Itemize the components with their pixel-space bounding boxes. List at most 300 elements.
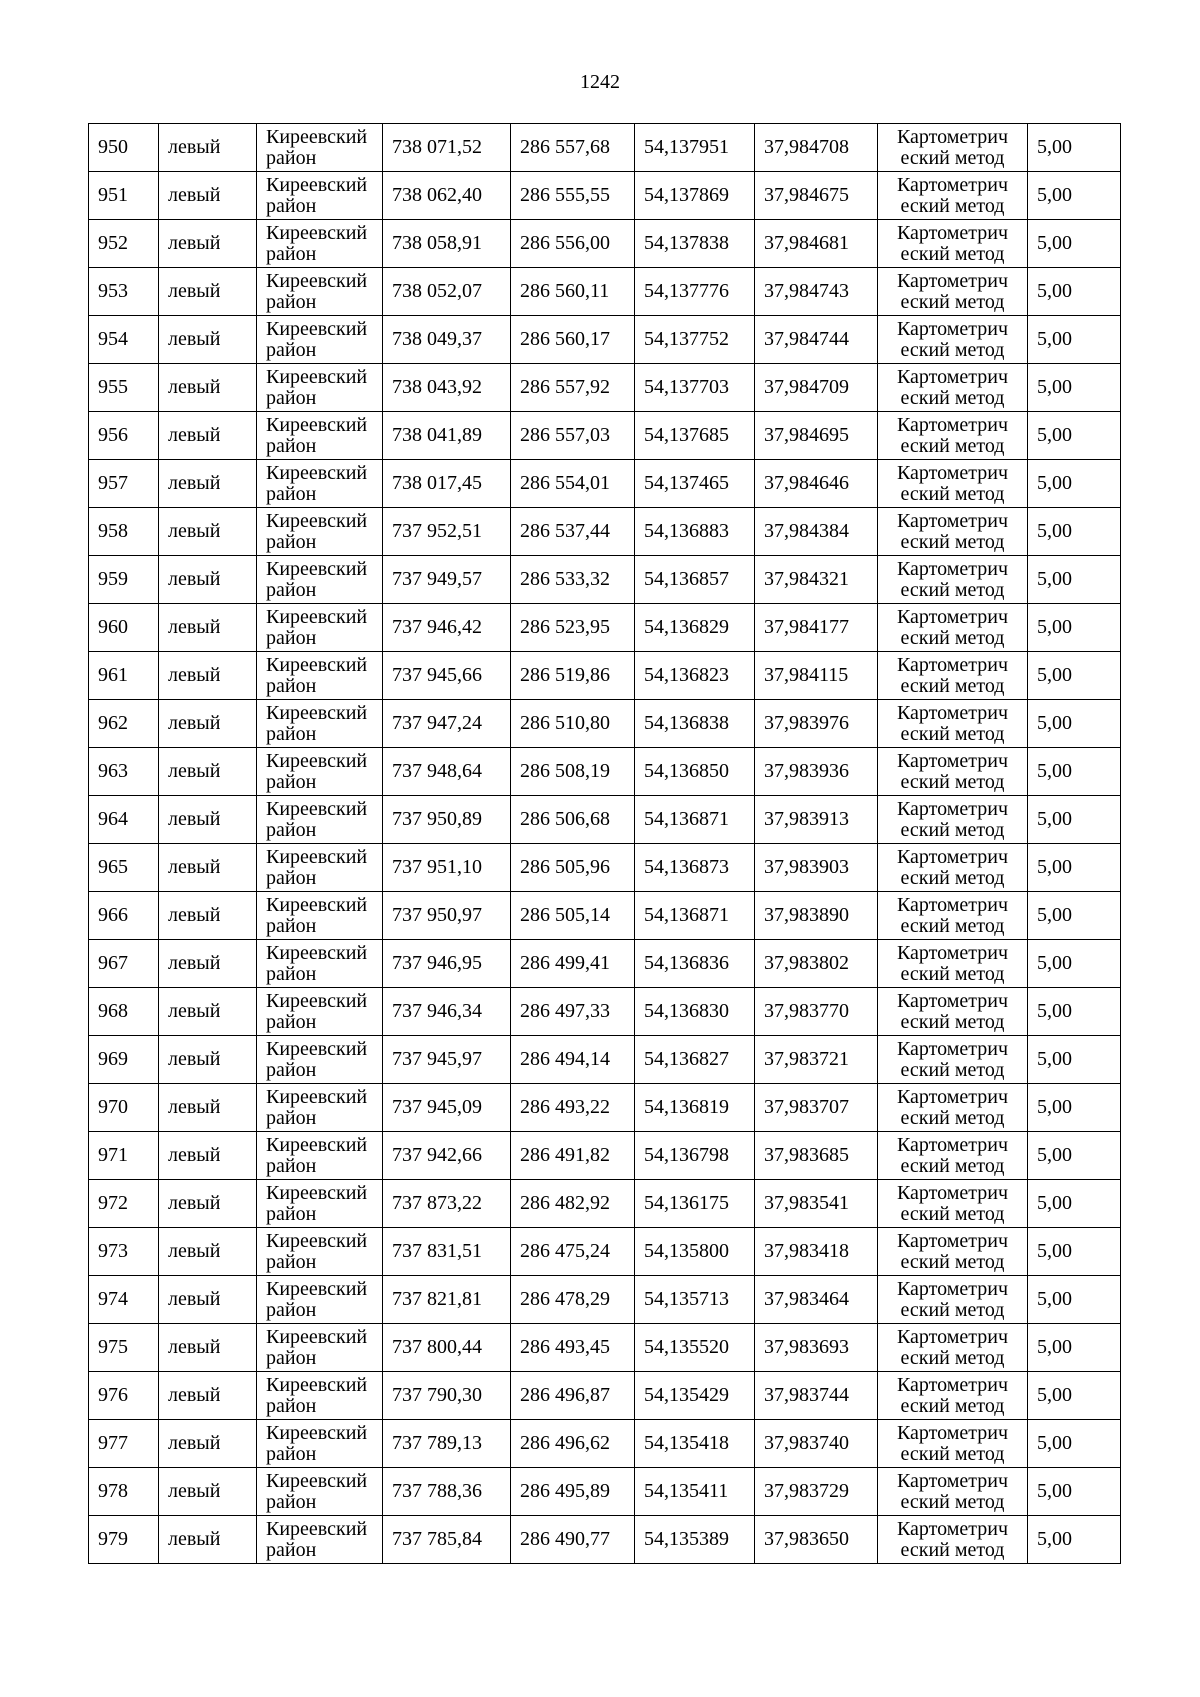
district-cell-line: Киреевский xyxy=(266,797,368,820)
district-cell-line: Киреевский xyxy=(266,1373,368,1396)
district-cell-line: район xyxy=(266,1394,317,1417)
point-number-cell: 970 xyxy=(89,1084,159,1132)
accuracy-cell: 5,00 xyxy=(1028,412,1121,460)
bank-side-cell: левый xyxy=(159,556,257,604)
method-cell-line: еский метод xyxy=(900,962,1005,985)
longitude-cell: 37,983721 xyxy=(755,1036,878,1084)
x-coordinate-cell: 737 949,57 xyxy=(383,556,511,604)
x-coordinate-cell: 737 873,22 xyxy=(383,1180,511,1228)
point-number-cell: 972 xyxy=(89,1180,159,1228)
longitude-cell: 37,984321 xyxy=(755,556,878,604)
method-cell-line: еский метод xyxy=(900,1250,1005,1273)
district-cell-line: район xyxy=(266,338,317,361)
y-coordinate-cell: 286 475,24 xyxy=(511,1228,635,1276)
point-number-cell: 965 xyxy=(89,844,159,892)
accuracy-cell: 5,00 xyxy=(1028,364,1121,412)
method-cell-line: Картометрич xyxy=(896,125,1009,148)
latitude-cell: 54,136873 xyxy=(635,844,755,892)
table-row xyxy=(89,1420,1121,1468)
accuracy-cell: 5,00 xyxy=(1028,1324,1121,1372)
method-cell-line: Картометрич xyxy=(896,797,1009,820)
y-coordinate-cell: 286 508,19 xyxy=(511,748,635,796)
district-cell-line: район xyxy=(266,674,317,697)
district-cell xyxy=(257,316,383,364)
y-coordinate-cell: 286 493,22 xyxy=(511,1084,635,1132)
method-cell xyxy=(878,508,1028,556)
bank-side-cell: левый xyxy=(159,1180,257,1228)
method-cell xyxy=(878,268,1028,316)
table-row xyxy=(89,892,1121,940)
district-cell-line: Киреевский xyxy=(266,317,368,340)
longitude-cell: 37,983802 xyxy=(755,940,878,988)
latitude-cell: 54,135389 xyxy=(635,1516,755,1564)
latitude-cell: 54,136871 xyxy=(635,892,755,940)
accuracy-cell: 5,00 xyxy=(1028,1036,1121,1084)
method-cell xyxy=(878,892,1028,940)
method-cell-line: Картометрич xyxy=(896,1133,1009,1156)
district-cell-line: Киреевский xyxy=(266,701,368,724)
method-cell-line: Картометрич xyxy=(896,509,1009,532)
method-cell-line: еский метод xyxy=(900,1154,1005,1177)
point-number-cell: 966 xyxy=(89,892,159,940)
accuracy-cell: 5,00 xyxy=(1028,1084,1121,1132)
latitude-cell: 54,137951 xyxy=(635,124,755,172)
y-coordinate-cell: 286 496,87 xyxy=(511,1372,635,1420)
district-cell-line: Киреевский xyxy=(266,1325,368,1348)
accuracy-cell: 5,00 xyxy=(1028,1180,1121,1228)
point-number-cell: 956 xyxy=(89,412,159,460)
district-cell-line: район xyxy=(266,386,317,409)
point-number-cell: 950 xyxy=(89,124,159,172)
method-cell-line: еский метод xyxy=(900,1442,1005,1465)
x-coordinate-cell: 737 831,51 xyxy=(383,1228,511,1276)
method-cell-line: еский метод xyxy=(900,290,1005,313)
latitude-cell: 54,136819 xyxy=(635,1084,755,1132)
accuracy-cell: 5,00 xyxy=(1028,1372,1121,1420)
district-cell-line: Киреевский xyxy=(266,269,368,292)
method-cell-line: Картометрич xyxy=(896,1229,1009,1252)
accuracy-cell: 5,00 xyxy=(1028,892,1121,940)
x-coordinate-cell: 737 945,09 xyxy=(383,1084,511,1132)
accuracy-cell: 5,00 xyxy=(1028,652,1121,700)
district-cell-line: район xyxy=(266,578,317,601)
point-number-cell: 958 xyxy=(89,508,159,556)
district-cell xyxy=(257,796,383,844)
method-cell-line: Картометрич xyxy=(896,989,1009,1012)
table-row xyxy=(89,796,1121,844)
district-cell-line: Киреевский xyxy=(266,1037,368,1060)
bank-side-cell: левый xyxy=(159,316,257,364)
latitude-cell: 54,137703 xyxy=(635,364,755,412)
method-cell-line: Картометрич xyxy=(896,269,1009,292)
district-cell xyxy=(257,1036,383,1084)
accuracy-cell: 5,00 xyxy=(1028,460,1121,508)
method-cell-line: еский метод xyxy=(900,1538,1005,1561)
method-cell-line: Картометрич xyxy=(896,365,1009,388)
district-cell-line: Киреевский xyxy=(266,845,368,868)
district-cell-line: район xyxy=(266,242,317,265)
accuracy-cell: 5,00 xyxy=(1028,940,1121,988)
district-cell xyxy=(257,940,383,988)
district-cell-line: район xyxy=(266,722,317,745)
latitude-cell: 54,135520 xyxy=(635,1324,755,1372)
x-coordinate-cell: 738 052,07 xyxy=(383,268,511,316)
district-cell-line: Киреевский xyxy=(266,557,368,580)
longitude-cell: 37,983936 xyxy=(755,748,878,796)
district-cell-line: район xyxy=(266,434,317,457)
bank-side-cell: левый xyxy=(159,1516,257,1564)
longitude-cell: 37,984744 xyxy=(755,316,878,364)
y-coordinate-cell: 286 554,01 xyxy=(511,460,635,508)
accuracy-cell: 5,00 xyxy=(1028,220,1121,268)
table-row xyxy=(89,220,1121,268)
point-number-cell: 963 xyxy=(89,748,159,796)
method-cell xyxy=(878,412,1028,460)
accuracy-cell: 5,00 xyxy=(1028,1420,1121,1468)
district-cell xyxy=(257,1132,383,1180)
method-cell-line: еский метод xyxy=(900,482,1005,505)
latitude-cell: 54,136857 xyxy=(635,556,755,604)
method-cell-line: еский метод xyxy=(900,818,1005,841)
bank-side-cell: левый xyxy=(159,652,257,700)
accuracy-cell: 5,00 xyxy=(1028,1276,1121,1324)
method-cell-line: Картометрич xyxy=(896,845,1009,868)
latitude-cell: 54,136850 xyxy=(635,748,755,796)
method-cell-line: еский метод xyxy=(900,626,1005,649)
y-coordinate-cell: 286 482,92 xyxy=(511,1180,635,1228)
district-cell-line: Киреевский xyxy=(266,749,368,772)
y-coordinate-cell: 286 556,00 xyxy=(511,220,635,268)
longitude-cell: 37,984177 xyxy=(755,604,878,652)
district-cell-line: район xyxy=(266,1058,317,1081)
method-cell xyxy=(878,316,1028,364)
y-coordinate-cell: 286 555,55 xyxy=(511,172,635,220)
accuracy-cell: 5,00 xyxy=(1028,556,1121,604)
point-number-cell: 957 xyxy=(89,460,159,508)
x-coordinate-cell: 737 942,66 xyxy=(383,1132,511,1180)
method-cell xyxy=(878,652,1028,700)
district-cell-line: район xyxy=(266,1202,317,1225)
point-number-cell: 976 xyxy=(89,1372,159,1420)
district-cell-line: Киреевский xyxy=(266,893,368,916)
point-number-cell: 973 xyxy=(89,1228,159,1276)
bank-side-cell: левый xyxy=(159,460,257,508)
y-coordinate-cell: 286 495,89 xyxy=(511,1468,635,1516)
point-number-cell: 951 xyxy=(89,172,159,220)
x-coordinate-cell: 737 790,30 xyxy=(383,1372,511,1420)
latitude-cell: 54,137869 xyxy=(635,172,755,220)
district-cell-line: район xyxy=(266,1250,317,1273)
method-cell-line: Картометрич xyxy=(896,701,1009,724)
table-row xyxy=(89,988,1121,1036)
x-coordinate-cell: 737 945,97 xyxy=(383,1036,511,1084)
y-coordinate-cell: 286 557,68 xyxy=(511,124,635,172)
latitude-cell: 54,136175 xyxy=(635,1180,755,1228)
bank-side-cell: левый xyxy=(159,172,257,220)
table-row xyxy=(89,364,1121,412)
longitude-cell: 37,983707 xyxy=(755,1084,878,1132)
point-number-cell: 960 xyxy=(89,604,159,652)
longitude-cell: 37,984743 xyxy=(755,268,878,316)
bank-side-cell: левый xyxy=(159,220,257,268)
y-coordinate-cell: 286 557,03 xyxy=(511,412,635,460)
method-cell xyxy=(878,1084,1028,1132)
point-number-cell: 975 xyxy=(89,1324,159,1372)
method-cell-line: еский метод xyxy=(900,1394,1005,1417)
method-cell xyxy=(878,1228,1028,1276)
method-cell-line: Картометрич xyxy=(896,1277,1009,1300)
y-coordinate-cell: 286 505,14 xyxy=(511,892,635,940)
table-row xyxy=(89,556,1121,604)
method-cell xyxy=(878,1516,1028,1564)
table-row xyxy=(89,940,1121,988)
longitude-cell: 37,983693 xyxy=(755,1324,878,1372)
table-row xyxy=(89,1324,1121,1372)
accuracy-cell: 5,00 xyxy=(1028,1468,1121,1516)
method-cell-line: Картометрич xyxy=(896,317,1009,340)
method-cell-line: еский метод xyxy=(900,1058,1005,1081)
table-row xyxy=(89,604,1121,652)
bank-side-cell: левый xyxy=(159,700,257,748)
method-cell xyxy=(878,1180,1028,1228)
table-row xyxy=(89,508,1121,556)
y-coordinate-cell: 286 497,33 xyxy=(511,988,635,1036)
district-cell xyxy=(257,748,383,796)
method-cell-line: еский метод xyxy=(900,338,1005,361)
point-number-cell: 954 xyxy=(89,316,159,364)
latitude-cell: 54,136798 xyxy=(635,1132,755,1180)
latitude-cell: 54,135418 xyxy=(635,1420,755,1468)
district-cell xyxy=(257,1420,383,1468)
y-coordinate-cell: 286 499,41 xyxy=(511,940,635,988)
longitude-cell: 37,983740 xyxy=(755,1420,878,1468)
method-cell xyxy=(878,1324,1028,1372)
accuracy-cell: 5,00 xyxy=(1028,604,1121,652)
x-coordinate-cell: 738 071,52 xyxy=(383,124,511,172)
bank-side-cell: левый xyxy=(159,604,257,652)
district-cell xyxy=(257,1516,383,1564)
y-coordinate-cell: 286 490,77 xyxy=(511,1516,635,1564)
district-cell-line: район xyxy=(266,1538,317,1561)
y-coordinate-cell: 286 537,44 xyxy=(511,508,635,556)
longitude-cell: 37,983890 xyxy=(755,892,878,940)
table-row xyxy=(89,1132,1121,1180)
district-cell xyxy=(257,460,383,508)
longitude-cell: 37,983685 xyxy=(755,1132,878,1180)
table-row xyxy=(89,460,1121,508)
district-cell xyxy=(257,652,383,700)
bank-side-cell: левый xyxy=(159,988,257,1036)
latitude-cell: 54,136871 xyxy=(635,796,755,844)
method-cell-line: еский метод xyxy=(900,1346,1005,1369)
district-cell-line: район xyxy=(266,1298,317,1321)
method-cell-line: еский метод xyxy=(900,1202,1005,1225)
method-cell-line: еский метод xyxy=(900,578,1005,601)
method-cell xyxy=(878,1468,1028,1516)
y-coordinate-cell: 286 496,62 xyxy=(511,1420,635,1468)
accuracy-cell: 5,00 xyxy=(1028,1516,1121,1564)
accuracy-cell: 5,00 xyxy=(1028,700,1121,748)
method-cell-line: еский метод xyxy=(900,1106,1005,1129)
y-coordinate-cell: 286 493,45 xyxy=(511,1324,635,1372)
district-cell xyxy=(257,364,383,412)
table-row xyxy=(89,268,1121,316)
table-row xyxy=(89,1516,1121,1564)
longitude-cell: 37,983744 xyxy=(755,1372,878,1420)
district-cell-line: район xyxy=(266,626,317,649)
district-cell-line: район xyxy=(266,818,317,841)
point-number-cell: 964 xyxy=(89,796,159,844)
district-cell xyxy=(257,1372,383,1420)
district-cell-line: район xyxy=(266,194,317,217)
bank-side-cell: левый xyxy=(159,844,257,892)
method-cell-line: Картометрич xyxy=(896,1421,1009,1444)
x-coordinate-cell: 737 946,42 xyxy=(383,604,511,652)
district-cell xyxy=(257,508,383,556)
accuracy-cell: 5,00 xyxy=(1028,844,1121,892)
method-cell-line: Картометрич xyxy=(896,557,1009,580)
latitude-cell: 54,136827 xyxy=(635,1036,755,1084)
district-cell-line: Киреевский xyxy=(266,941,368,964)
method-cell-line: Картометрич xyxy=(896,173,1009,196)
table-row xyxy=(89,1468,1121,1516)
y-coordinate-cell: 286 478,29 xyxy=(511,1276,635,1324)
bank-side-cell: левый xyxy=(159,1132,257,1180)
district-cell-line: район xyxy=(266,482,317,505)
method-cell xyxy=(878,124,1028,172)
latitude-cell: 54,135713 xyxy=(635,1276,755,1324)
district-cell-line: Киреевский xyxy=(266,365,368,388)
bank-side-cell: левый xyxy=(159,412,257,460)
method-cell-line: еский метод xyxy=(900,674,1005,697)
district-cell-line: район xyxy=(266,962,317,985)
x-coordinate-cell: 737 952,51 xyxy=(383,508,511,556)
accuracy-cell: 5,00 xyxy=(1028,796,1121,844)
method-cell-line: Картометрич xyxy=(896,749,1009,772)
district-cell xyxy=(257,220,383,268)
latitude-cell: 54,136823 xyxy=(635,652,755,700)
longitude-cell: 37,984384 xyxy=(755,508,878,556)
district-cell-line: район xyxy=(266,770,317,793)
district-cell-line: район xyxy=(266,914,317,937)
y-coordinate-cell: 286 523,95 xyxy=(511,604,635,652)
latitude-cell: 54,136883 xyxy=(635,508,755,556)
district-cell xyxy=(257,556,383,604)
point-number-cell: 979 xyxy=(89,1516,159,1564)
method-cell-line: еский метод xyxy=(900,722,1005,745)
x-coordinate-cell: 738 041,89 xyxy=(383,412,511,460)
x-coordinate-cell: 737 800,44 xyxy=(383,1324,511,1372)
method-cell-line: еский метод xyxy=(900,770,1005,793)
latitude-cell: 54,137465 xyxy=(635,460,755,508)
method-cell xyxy=(878,1036,1028,1084)
method-cell-line: Картометрич xyxy=(896,221,1009,244)
method-cell-line: Картометрич xyxy=(896,1517,1009,1540)
x-coordinate-cell: 738 043,92 xyxy=(383,364,511,412)
district-cell-line: район xyxy=(266,1346,317,1369)
method-cell xyxy=(878,460,1028,508)
district-cell-line: район xyxy=(266,530,317,553)
table-row xyxy=(89,1228,1121,1276)
bank-side-cell: левый xyxy=(159,124,257,172)
method-cell-line: Картометрич xyxy=(896,605,1009,628)
district-cell-line: Киреевский xyxy=(266,173,368,196)
method-cell xyxy=(878,364,1028,412)
method-cell xyxy=(878,1132,1028,1180)
longitude-cell: 37,983464 xyxy=(755,1276,878,1324)
bank-side-cell: левый xyxy=(159,748,257,796)
table-row xyxy=(89,316,1121,364)
point-number-cell: 969 xyxy=(89,1036,159,1084)
method-cell-line: еский метод xyxy=(900,914,1005,937)
method-cell-line: еский метод xyxy=(900,866,1005,889)
x-coordinate-cell: 737 950,97 xyxy=(383,892,511,940)
latitude-cell: 54,136829 xyxy=(635,604,755,652)
district-cell-line: Киреевский xyxy=(266,1229,368,1252)
district-cell-line: район xyxy=(266,1490,317,1513)
district-cell xyxy=(257,1228,383,1276)
longitude-cell: 37,984709 xyxy=(755,364,878,412)
bank-side-cell: левый xyxy=(159,1468,257,1516)
method-cell-line: Картометрич xyxy=(896,893,1009,916)
bank-side-cell: левый xyxy=(159,1084,257,1132)
bank-side-cell: левый xyxy=(159,508,257,556)
longitude-cell: 37,983541 xyxy=(755,1180,878,1228)
district-cell xyxy=(257,1324,383,1372)
method-cell-line: Картометрич xyxy=(896,1373,1009,1396)
latitude-cell: 54,137838 xyxy=(635,220,755,268)
y-coordinate-cell: 286 533,32 xyxy=(511,556,635,604)
method-cell-line: еский метод xyxy=(900,1490,1005,1513)
x-coordinate-cell: 737 948,64 xyxy=(383,748,511,796)
latitude-cell: 54,135429 xyxy=(635,1372,755,1420)
method-cell-line: Картометрич xyxy=(896,461,1009,484)
method-cell-line: еский метод xyxy=(900,530,1005,553)
y-coordinate-cell: 286 491,82 xyxy=(511,1132,635,1180)
x-coordinate-cell: 738 058,91 xyxy=(383,220,511,268)
longitude-cell: 37,983418 xyxy=(755,1228,878,1276)
accuracy-cell: 5,00 xyxy=(1028,1228,1121,1276)
district-cell-line: Киреевский xyxy=(266,221,368,244)
accuracy-cell: 5,00 xyxy=(1028,172,1121,220)
table-row xyxy=(89,1372,1121,1420)
table-row xyxy=(89,652,1121,700)
method-cell-line: еский метод xyxy=(900,1298,1005,1321)
longitude-cell: 37,984695 xyxy=(755,412,878,460)
bank-side-cell: левый xyxy=(159,1372,257,1420)
bank-side-cell: левый xyxy=(159,1276,257,1324)
bank-side-cell: левый xyxy=(159,1036,257,1084)
point-number-cell: 959 xyxy=(89,556,159,604)
accuracy-cell: 5,00 xyxy=(1028,124,1121,172)
point-number-cell: 962 xyxy=(89,700,159,748)
x-coordinate-cell: 738 062,40 xyxy=(383,172,511,220)
district-cell-line: Киреевский xyxy=(266,1085,368,1108)
point-number-cell: 968 xyxy=(89,988,159,1036)
district-cell-line: район xyxy=(266,1106,317,1129)
district-cell xyxy=(257,412,383,460)
district-cell-line: Киреевский xyxy=(266,1277,368,1300)
y-coordinate-cell: 286 505,96 xyxy=(511,844,635,892)
x-coordinate-cell: 737 788,36 xyxy=(383,1468,511,1516)
y-coordinate-cell: 286 557,92 xyxy=(511,364,635,412)
district-cell xyxy=(257,604,383,652)
accuracy-cell: 5,00 xyxy=(1028,316,1121,364)
latitude-cell: 54,135800 xyxy=(635,1228,755,1276)
district-cell xyxy=(257,1180,383,1228)
longitude-cell: 37,983976 xyxy=(755,700,878,748)
longitude-cell: 37,984681 xyxy=(755,220,878,268)
